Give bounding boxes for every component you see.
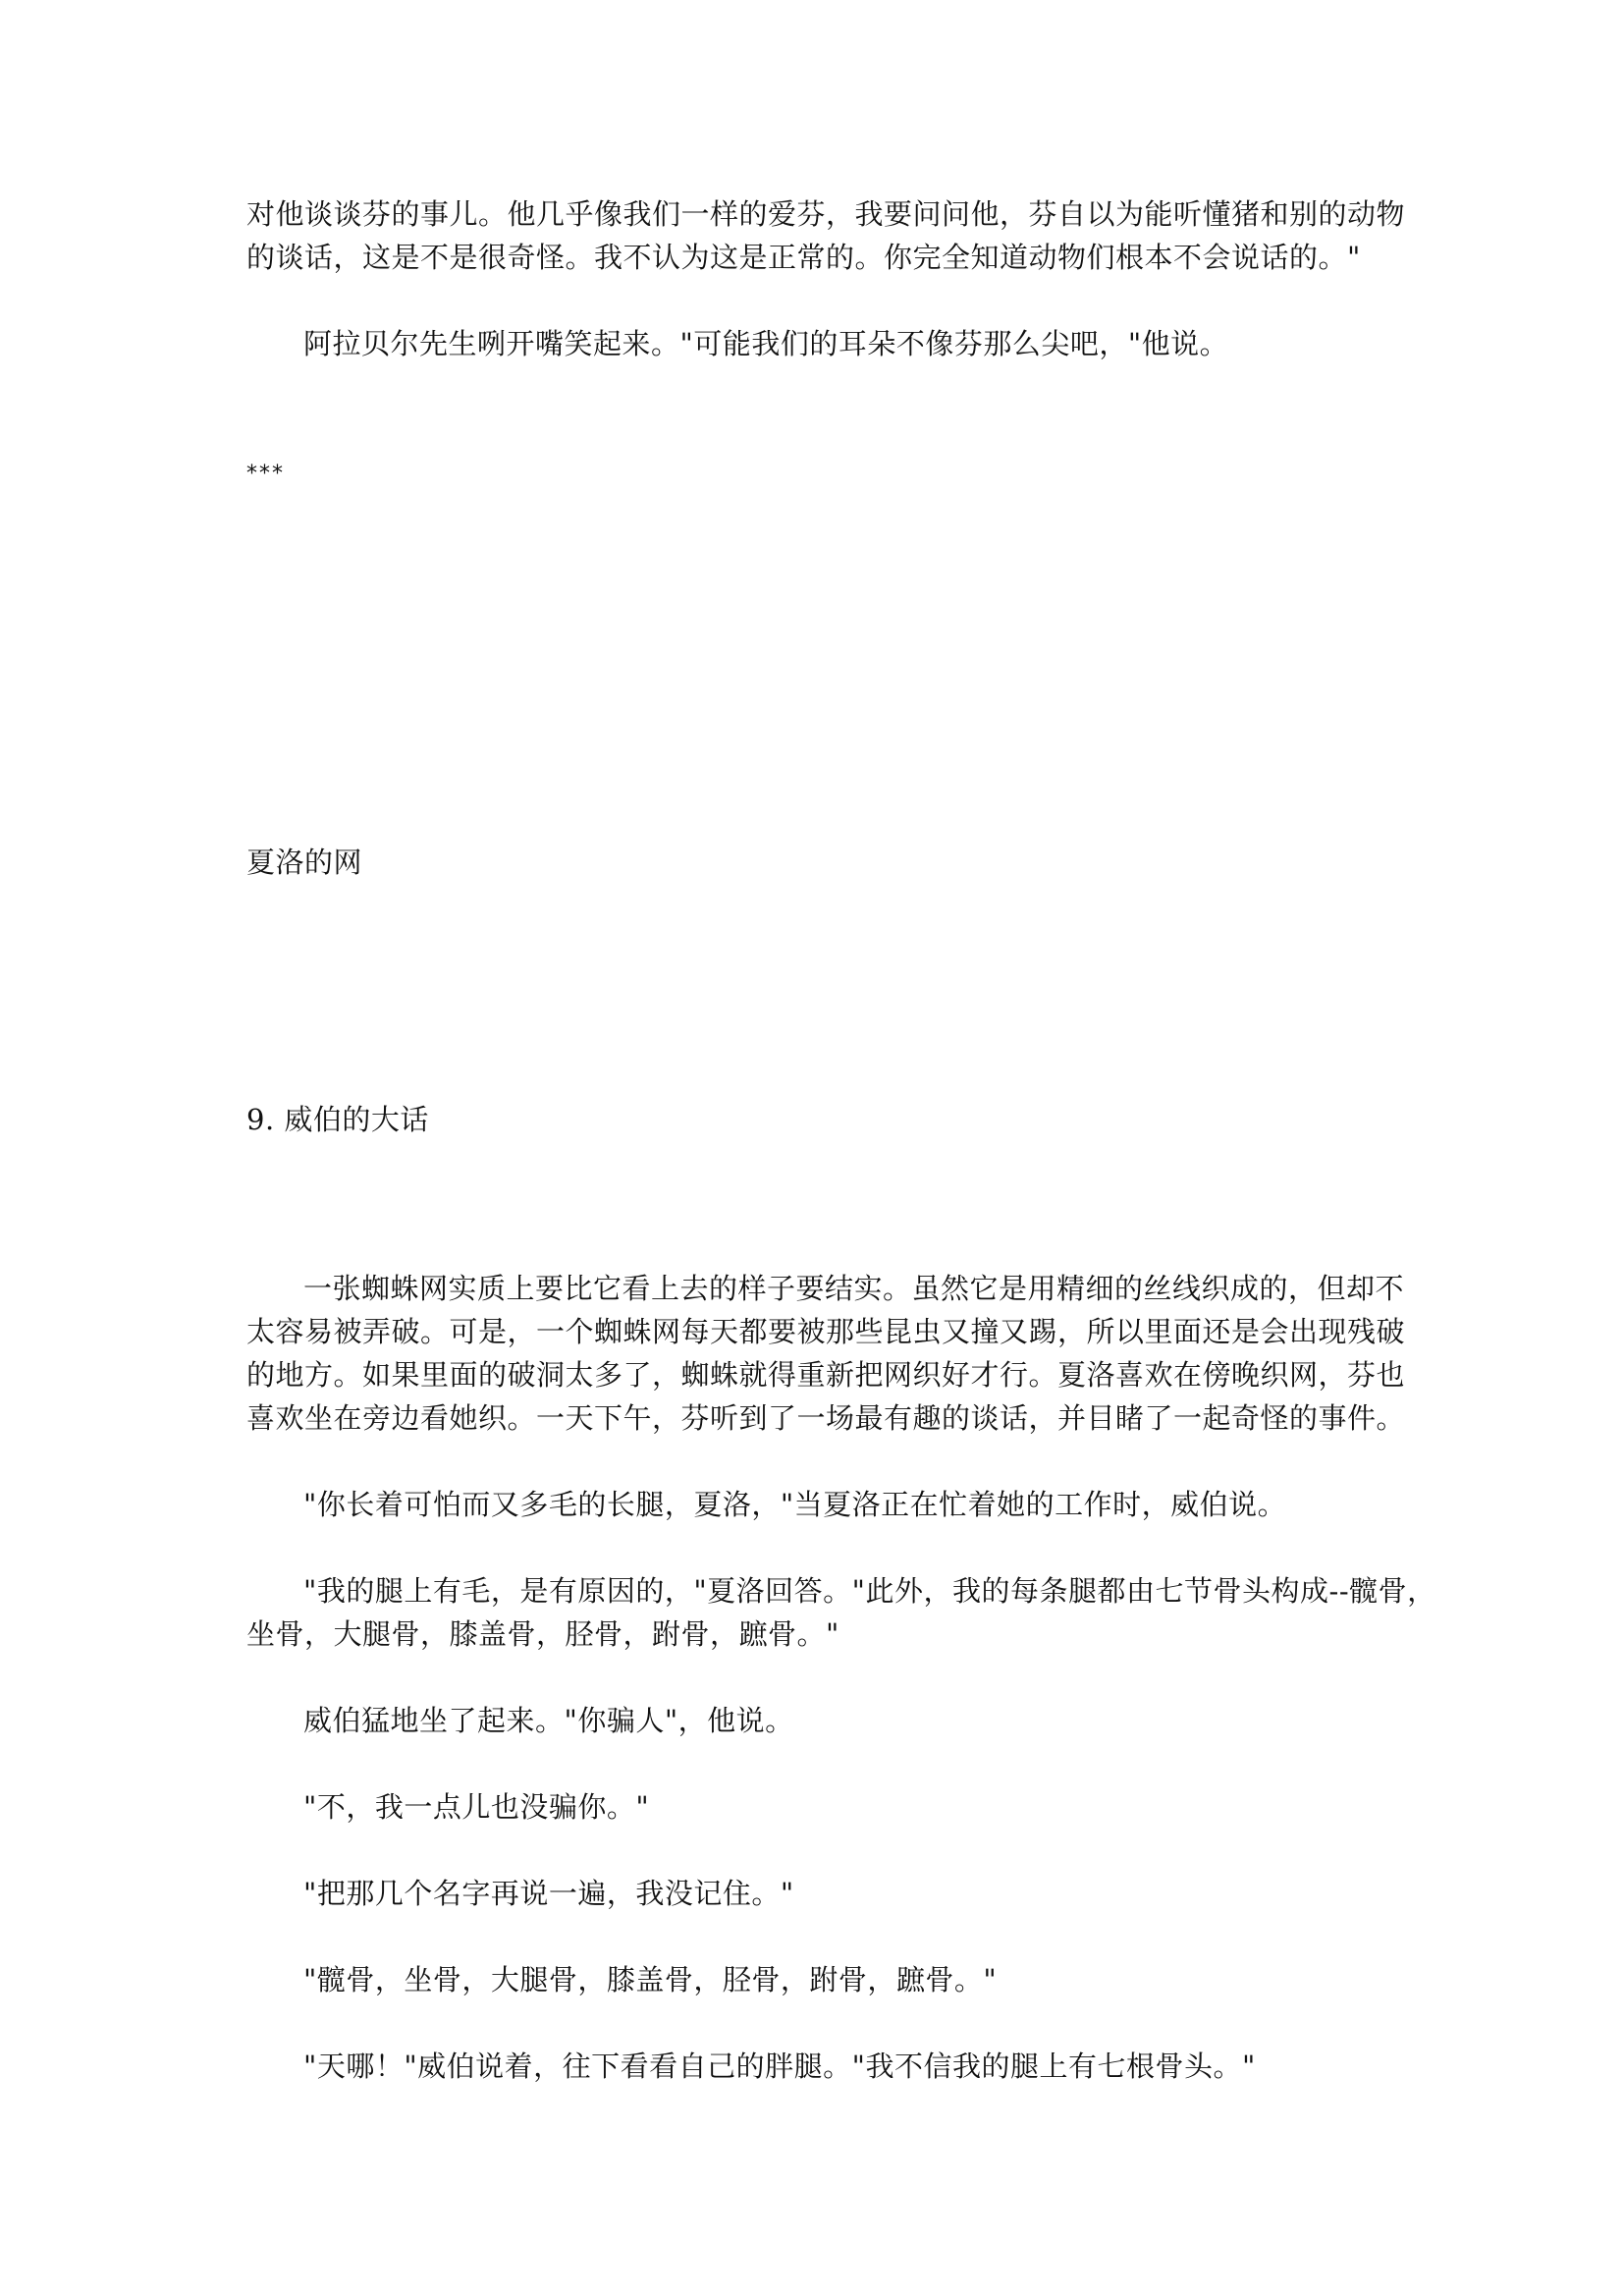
section-separator: *** (246, 462, 285, 486)
text-line: "我的腿上有毛，是有原因的，"夏洛回答。"此外，我的每条腿都由七节骨头构成--髋骨， (303, 1574, 1436, 1608)
part-title: 夏洛的网 (246, 846, 363, 879)
text-line: 的谈话，这是不是很奇怪。我不认为这是正常的。你完全知道动物们根本不会说话的。" (246, 241, 1361, 274)
dialogue-line: 威伯猛地坐了起来。"你骗人"，他说。 (303, 1704, 794, 1737)
text-line: 喜欢坐在旁边看她织。一天下午，芬听到了一场最有趣的谈话，并目睹了一起奇怪的事件。 (246, 1401, 1406, 1435)
text-line: 坐骨，大腿骨，膝盖骨，胫骨，跗骨，蹠骨。" (246, 1617, 839, 1651)
chapter-title: 9. 威伯的大话 (246, 1103, 429, 1136)
text-line: 太容易被弄破。可是，一个蜘蛛网每天都要被那些昆虫又撞又踢，所以里面还是会出现残破 (246, 1315, 1406, 1348)
paragraph-arable: 阿拉贝尔先生咧开嘴笑起来。"可能我们的耳朵不像芬那么尖吧，"他说。 (303, 327, 1229, 360)
dialogue-line: "你长着可怕而又多毛的长腿，夏洛，"当夏洛正在忙着她的工作时，威伯说。 (303, 1488, 1287, 1521)
dialogue-line: "髋骨，坐骨，大腿骨，膝盖骨，胫骨，跗骨，蹠骨。" (303, 1963, 998, 1996)
dialogue-line: "不，我一点儿也没骗你。" (303, 1790, 650, 1824)
dialogue-line: "把那几个名字再说一遍，我没记住。" (303, 1877, 794, 1910)
text-line: 对他谈谈芬的事儿。他几乎像我们一样的爱芬，我要问问他，芬自以为能听懂猪和别的动物 (246, 197, 1406, 231)
dialogue-line: "天哪！"威伯说着，往下看看自己的胖腿。"我不信我的腿上有七根骨头。" (303, 2050, 1256, 2083)
text-line: 的地方。如果里面的破洞太多了，蜘蛛就得重新把网织好才行。夏洛喜欢在傍晚织网，芬也 (246, 1358, 1406, 1392)
text-line: 一张蜘蛛网实质上要比它看上去的样子要结实。虽然它是用精细的丝线织成的，但却不 (303, 1272, 1405, 1305)
